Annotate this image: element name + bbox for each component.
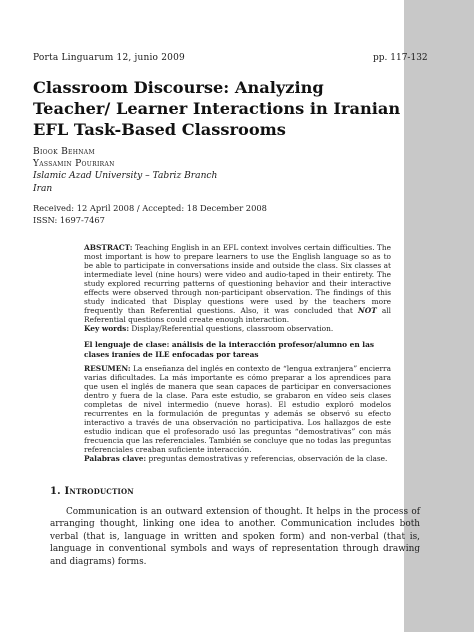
article-title: Classroom Discourse: Analyzing Teacher/ Learner Interactions in Iranian EFL Task-Based Classrooms	[33, 78, 401, 139]
abstract-text: all Referential questions could create enough interaction.	[84, 306, 391, 325]
section-title: Introduction	[64, 486, 134, 497]
journal-header: Porta Linguarum 12, junio 2009	[33, 53, 185, 63]
author-country: Iran	[33, 183, 53, 194]
keywords-label: Key words:	[84, 324, 130, 334]
spanish-title: El lenguaje de clase: análisis de la interacción profesor/alumno en las clases iraníes de ILE enfocadas por tareas	[84, 340, 375, 359]
section-heading	[50, 486, 134, 497]
palabras-clave: preguntas demostrativas y referencias, observación de la clase.	[146, 454, 388, 464]
palabras-clave-label: Palabras clave:	[84, 454, 147, 464]
abstract-emphasis: NOT	[358, 306, 377, 316]
resumen	[84, 364, 391, 464]
abstract-text: Teaching English in an EFL context involves certain difficulties. The most important is how to prepare learners to use the English language so as to be able to participate in conversations inside and outside the class. Six classes at intermediate level (nine hours) were video and audio-taped in their entirety. The study explored recurring patterns of questioning behavior and their interactive effects were observed through non-participant observation. The findings of this study indicated that Display questions were used by the teachers more frequently than Referential questions. Also, it was concluded that	[84, 243, 391, 316]
resumen-label: RESUMEN:	[84, 364, 131, 373]
received-accepted: Received: 12 April 2008 / Accepted: 18 December 2008	[33, 203, 267, 213]
page-range: pp. 117-132	[373, 53, 428, 63]
publication-dates	[33, 203, 267, 226]
issn: ISSN: 1697-7467	[33, 214, 105, 225]
resumen-text: La enseñanza del inglés en contexto de “lengua extranjera” encierra varias dificultades. La más importante es cómo preparar a los aprendices para que usen el inglés de manera que sean capaces de participar en conversaciones dentro y fuera de la clase. Para este estudio, se grabaron en vídeo seis clases completas de nivel intermedio (nueve horas). El estudio exploró modelos recurrentes en la formulación de preguntas y además se observó su efecto interactivo a través de una observación no participativa. Los hallazgos de este estudio indican que el profesorado usó las preguntas “demostrativas” con más frecuencia que las referenciales. También se concluye que no todas las preguntas referenciales creaban suficiente interacción.	[84, 364, 391, 455]
author-name: Yassamin Pouriran	[33, 159, 115, 170]
section-number: 1.	[50, 486, 65, 497]
abstract	[84, 243, 391, 333]
abstract-label: ABSTRACT:	[84, 243, 133, 252]
keywords: Display/Referential questions, classroom observation.	[129, 324, 334, 334]
author-name: Biook Behnam	[33, 147, 95, 157]
author-block	[33, 146, 217, 195]
author-affiliation: Islamic Azad University – Tabriz Branch	[33, 171, 218, 182]
intro-paragraph: Communication is an outward extension of thought. It helps in the process of arranging thought, linking one idea to another. Communication includes both verbal (that is, language in written and spoken form) and non-verbal (that is, language in conventional symbols and ways of representation through drawing and diagrams) forms.	[50, 507, 420, 567]
